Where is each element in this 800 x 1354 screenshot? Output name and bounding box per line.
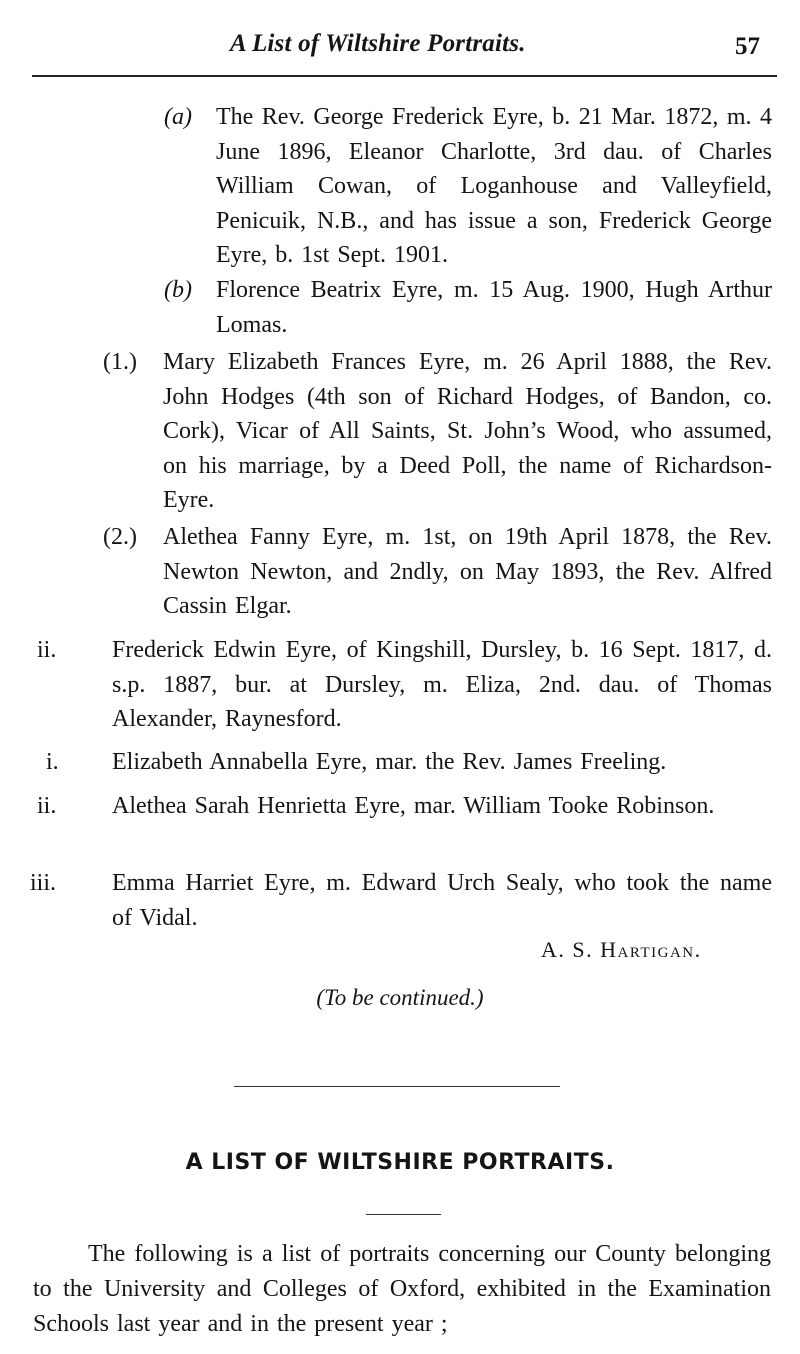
entry-text: Alethea Sarah Henrietta Eyre, mar. William Tooke Robinson. [112, 793, 715, 819]
signature-surname: Hartigan. [600, 937, 702, 962]
section-divider [234, 1086, 560, 1087]
entry-marker: i. [46, 749, 59, 775]
entry-text: Alethea Fanny Eyre, m. 1st, on 19th April 1878, the Rev. Newton Newton, and 2ndly, on May 1893, the Rev. Alfred Cassin Elgar. [163, 524, 772, 619]
page-number: 57 [735, 33, 760, 60]
running-title: A List of Wiltshire Portraits. [230, 30, 526, 57]
section-heading: A LIST OF WILTSHIRE PORTRAITS. [185, 1150, 615, 1175]
entry-b [164, 273, 772, 342]
continued-note: (To be continued.) [316, 985, 484, 1010]
entry-marker: iii. [30, 870, 57, 896]
entry-text: Elizabeth Annabella Eyre, mar. the Rev. James Freeling. [112, 749, 667, 775]
entry-text: Florence Beatrix Eyre, m. 15 Aug. 1900, Hugh Arthur Lomas. [216, 277, 772, 338]
section-intro-paragraph: The following is a list of portraits concerning our County belonging to the University and Colleges of Oxford, exhibited in the Examination Schools last year and in the present year ; [33, 1241, 771, 1337]
entry-text: The Rev. George Frederick Eyre, b. 21 Mar. 1872, m. 4 June 1896, Eleanor Charlotte, 3rd dau. of Charles William Cowan, of Loganhouse and Valleyfield, Penicuik, N.B., and has issue a son, Frederick George Eyre, b. 1st Sept. 1901. [216, 104, 772, 268]
author-signature [541, 937, 702, 963]
entry-marker: (b) [164, 277, 192, 303]
entry-marker: ii. [37, 637, 57, 663]
heading-rule [366, 1214, 441, 1215]
entry-text: Mary Elizabeth Frances Eyre, m. 26 April 1888, the Rev. John Hodges (4th son of Richard Hodges, of Bandon, co. Cork), Vicar of All Saints, St. John’s Wood, who assumed, on his marriage, by a Deed Poll, the name of Richardson-Eyre. [163, 349, 772, 513]
entry-iii-emma [30, 866, 772, 935]
signature-initials: A. S. [541, 937, 601, 962]
entry-a [164, 100, 772, 273]
entry-marker: ii. [37, 793, 57, 819]
entry-marker: (2.) [103, 524, 137, 550]
header-rule [32, 75, 777, 77]
entry-marker: (1.) [103, 349, 137, 375]
entry-2 [103, 520, 772, 624]
entry-text: Emma Harriet Eyre, m. Edward Urch Sealy, who took the name of Vidal. [112, 870, 772, 931]
entry-ii-frederick [37, 633, 772, 737]
entry-text: Frederick Edwin Eyre, of Kingshill, Dursley, b. 16 Sept. 1817, d. s.p. 1887, bur. at Dursley, m. Eliza, 2nd. dau. of Thomas Alexander, Raynesford. [112, 637, 772, 732]
entry-marker: (a) [164, 104, 192, 130]
entry-ii-alethea [37, 789, 772, 824]
entry-i-elizabeth [46, 745, 772, 780]
entry-1 [103, 345, 772, 518]
